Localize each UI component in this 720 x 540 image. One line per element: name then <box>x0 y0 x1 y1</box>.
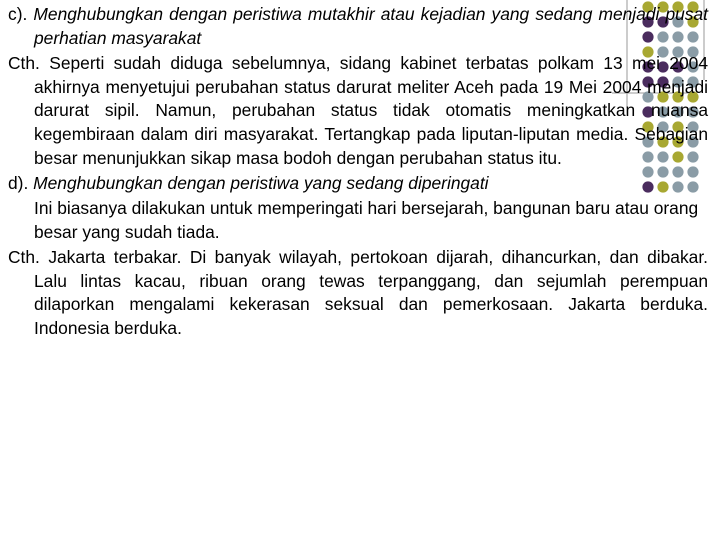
section-d-title: Menghubungkan dengan peristiwa yang sedang diperingati <box>33 172 489 193</box>
section-d-heading <box>8 172 708 196</box>
section-c-title: Menghubungkan dengan peristiwa mutakhir atau kejadian yang sedang menjadi pusat perhatian masyarakat <box>33 4 709 48</box>
section-d-marker: d). <box>8 172 34 193</box>
section-d-example-prefix: Cth. <box>8 247 49 268</box>
section-c-example <box>8 52 708 171</box>
section-d-example <box>8 246 708 341</box>
section-d-description: Ini biasanya dilakukan untuk memperingati hari bersejarah, bangunan baru atau orang besar yang sudah tiada. <box>34 198 699 242</box>
slide-body <box>8 3 708 342</box>
section-c-example-prefix: Cth. <box>8 52 50 73</box>
section-c-example-text: Seperti sudah diduga sebelumnya, sidang kabinet terbatas polkam 13 mei 2004 akhirnya menyetujui perubahan status darurat meliter Aceh pada 19 Mei 2004 menjadi darurat sipil. Namun, perubahan status tidak otomatis meningkatkan nuansa kegembiraan dalam diri masyarakat. Tertangkap pada liputan-liputan media. Sebagian besar menunjukkan sikap masa bodoh dengan perubahan status itu. <box>34 52 708 168</box>
section-d-example-text: Jakarta terbakar. Di banyak wilayah, pertokoan dijarah, dihancurkan, dan dibakar. Lalu lintas kacau, ribuan orang tewas terpanggang, dan sejumlah perempuan dilaporkan mengalami kekerasan seksual dan pemerkosaan. Jakarta berduka. Indonesia berduka. <box>34 247 708 339</box>
section-c-heading <box>8 3 708 50</box>
section-c-marker: c). <box>8 4 34 24</box>
